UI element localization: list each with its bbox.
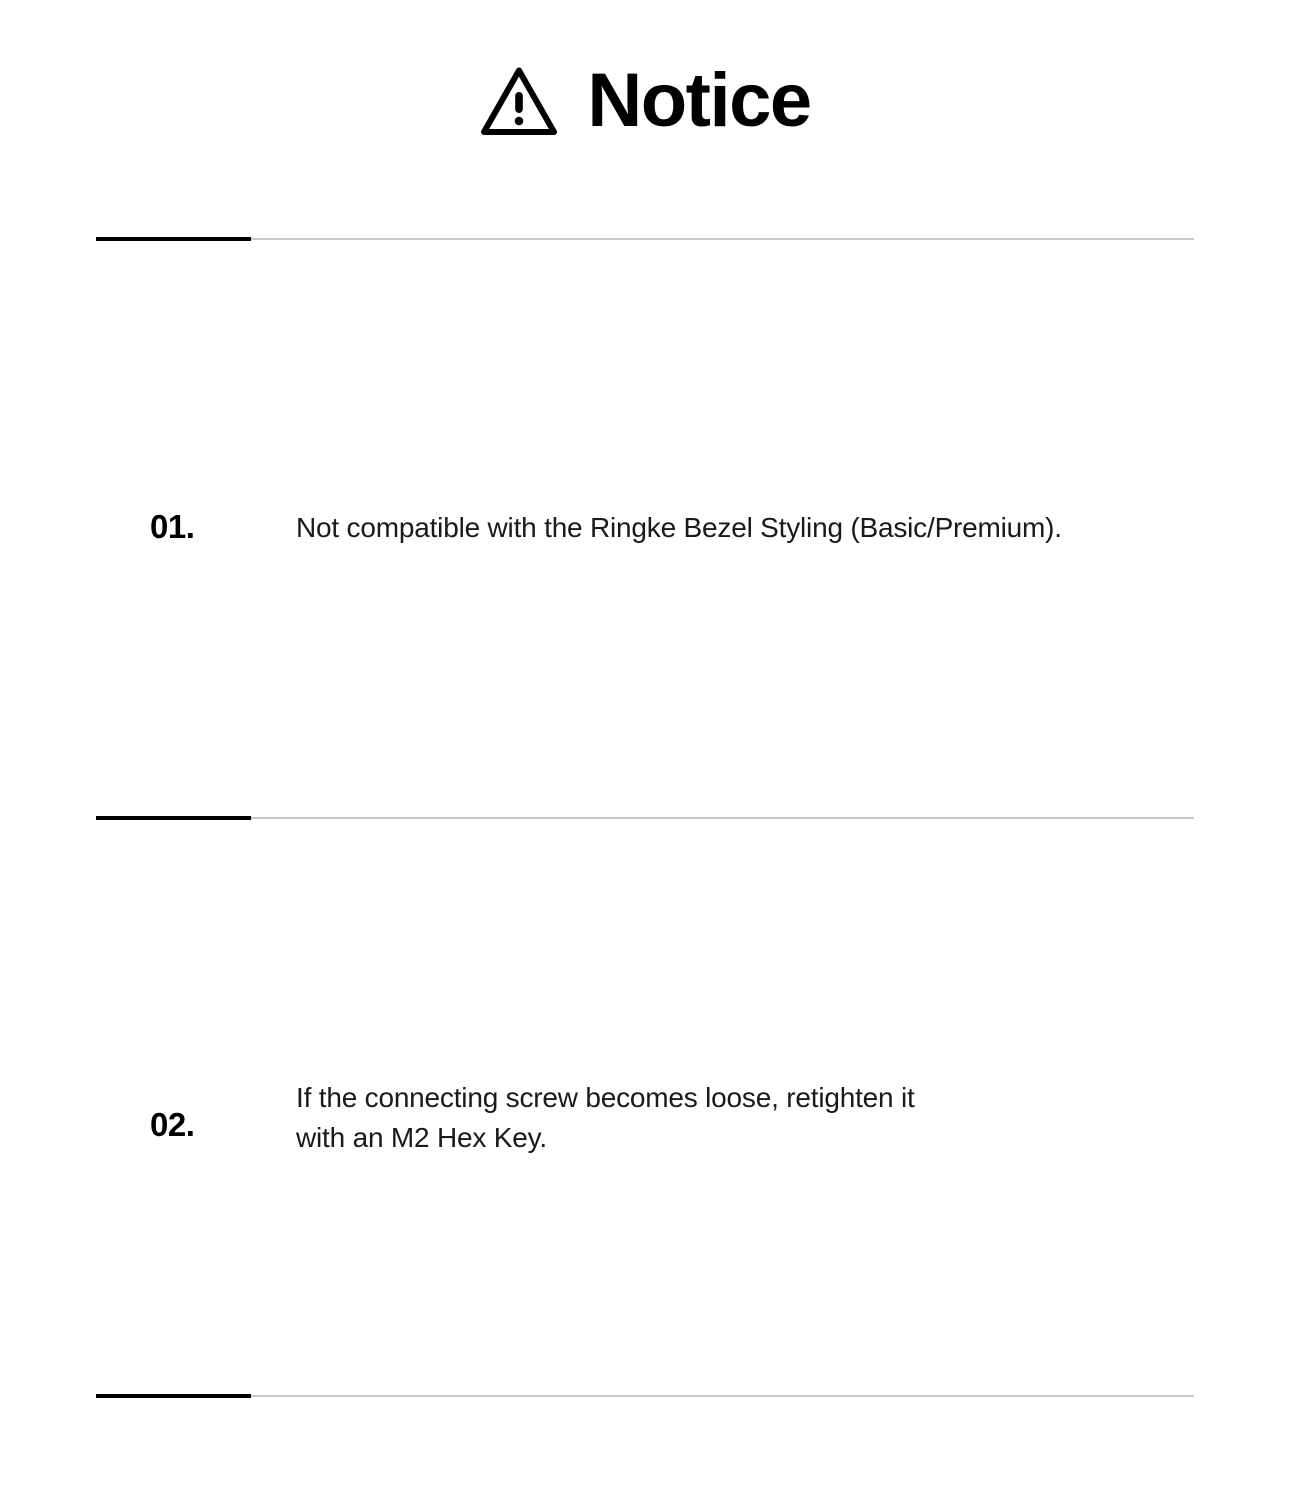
page-title: Notice	[587, 58, 811, 143]
notice-text: Not compatible with the Ringke Bezel Styling (Basic/Premium).	[296, 512, 1062, 543]
warning-triangle-icon	[479, 64, 559, 138]
notice-number: 02.	[150, 1106, 195, 1143]
divider-middle	[96, 817, 1194, 819]
divider-top	[96, 238, 1194, 240]
notice-item-01	[96, 508, 1194, 548]
notice-number: 01.	[150, 508, 195, 545]
divider-bottom	[96, 1395, 1194, 1397]
notice-text: If the connecting screw becomes loose, retighten it with an M2 Hex Key.	[296, 1082, 915, 1153]
page-header	[0, 0, 1290, 143]
notice-item-02	[96, 1078, 1194, 1158]
